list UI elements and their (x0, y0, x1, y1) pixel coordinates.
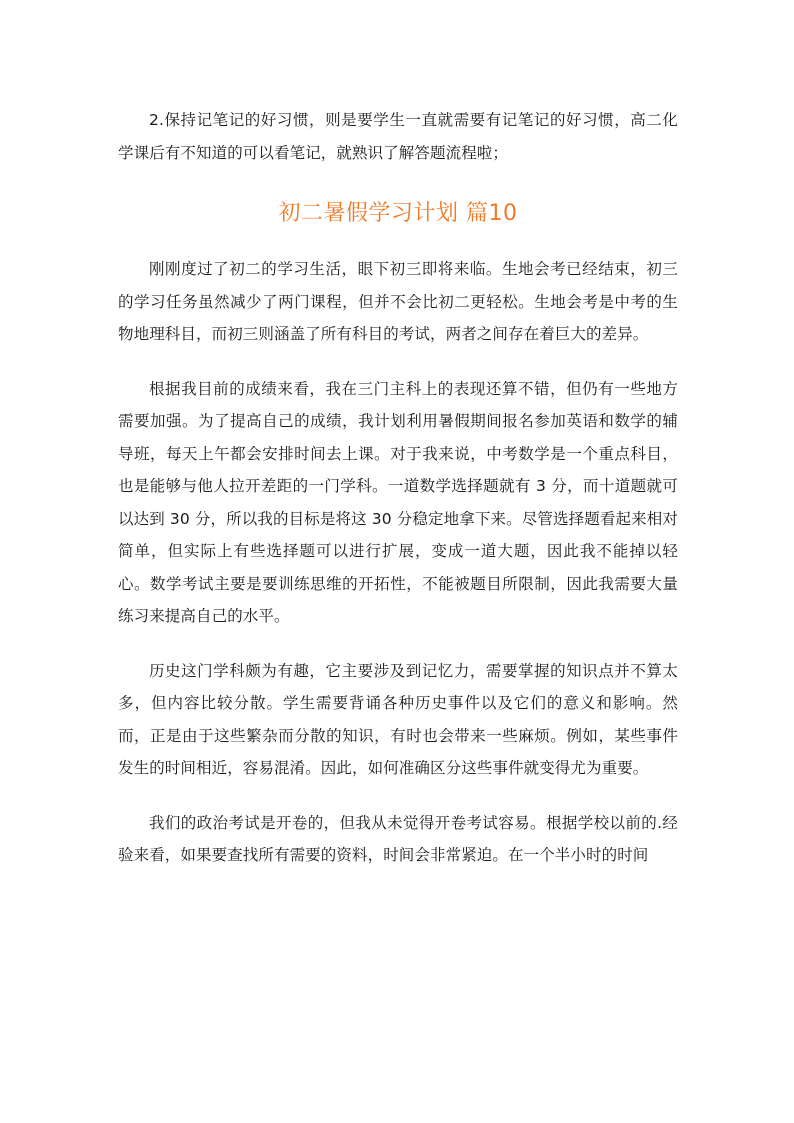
paragraph-history: 历史这门学科颇为有趣，它主要涉及到记忆力，需要掌握的知识点并不算太多，但内容比较分散。学生需要背诵各种历史事件以及它们的意义和影响。然而，正是由于这些繁杂而分散的知识，有时也会带来一些麻烦。例如，某些事件发生的时间相近，容易混淆。因此，如何准确区分这些事件就变得尤为重要。 (118, 661, 678, 777)
paragraph-note-taking: 2.保持记笔记的好习惯，则是要学生一直就需要有记笔记的好习惯，高二化学课后有不知道的可以看笔记，就熟识了解答题流程啦； (118, 111, 678, 162)
paragraph-math-plan: 根据我目前的成绩来看，我在三门主科上的表现还算不错，但仍有一些地方需要加强。为了提高自己的成绩，我计划利用暑假期间报名参加英语和数学的辅导班，每天上午都会安排时间去上课。对于我来说，中考数学是一个重点科目，也是能够与他人拉开差距的一门学科。一道数学选择题就有 3 分，而十道题就可以达到 30 分，所以我的目标是将这 30 分稳定地拿下来。尽管选择题看起来相对简单，但实际上有些选择题可以进行扩展，变成一道大题，因此我不能掉以轻心。数学考试主要是要训练思维的开拓性，不能被题目所限制，因此我需要大量练习来提高自己的水平。 (118, 379, 678, 625)
paragraph-intro: 刚刚度过了初二的学习生活，眼下初三即将来临。生地会考已经结束，初三的学习任务虽然减少了两门课程，但并不会比初二更轻松。生地会考是中考的生物地理科目，而初三则涵盖了所有科目的考试，两者之间存在着巨大的差异。 (118, 260, 678, 343)
document-content (118, 104, 678, 894)
section-heading: 初二暑假学习计划 篇10 (278, 201, 518, 226)
paragraph-politics: 我们的政治考试是开卷的，但我从未觉得开卷考试容易。根据学校以前的.经验来看，如果要查找所有需要的资料，时间会非常紧迫。在一个半小时的时间 (118, 813, 678, 864)
